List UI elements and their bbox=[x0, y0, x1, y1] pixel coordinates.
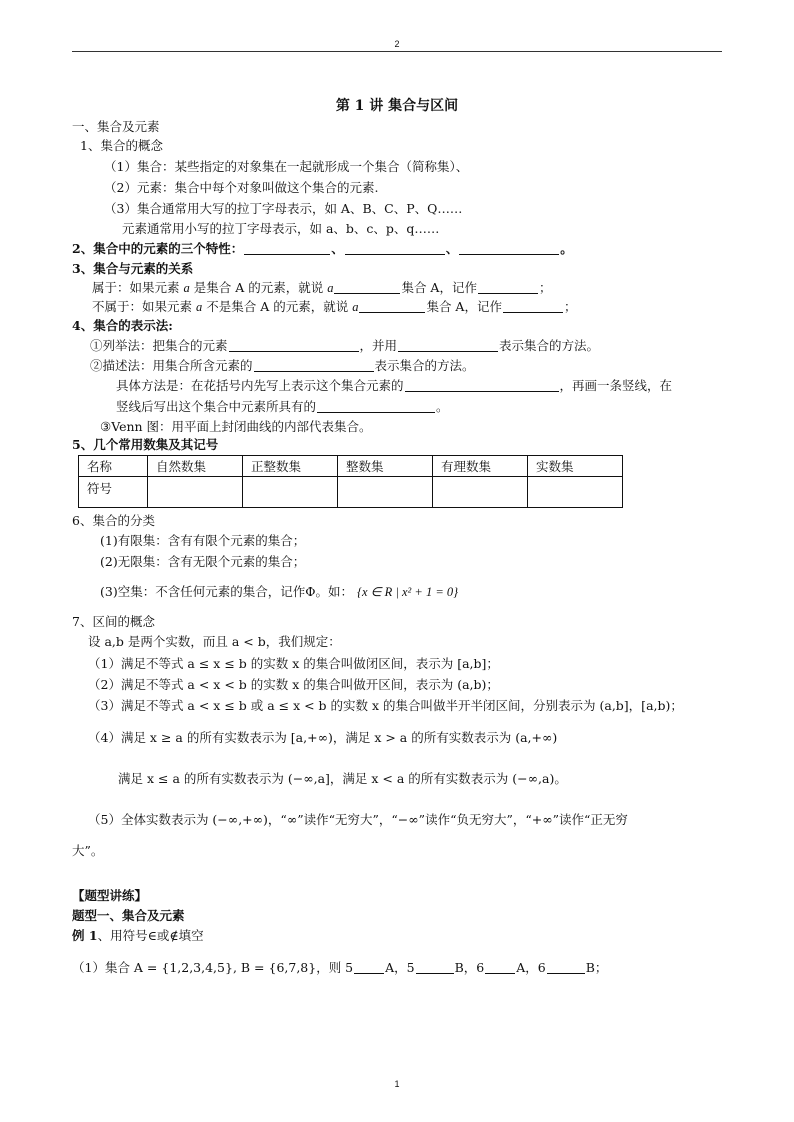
blank-list-2[interactable] bbox=[398, 339, 498, 352]
blank-belong-2[interactable] bbox=[478, 281, 538, 294]
header-rule bbox=[72, 51, 722, 52]
section-3-heading: 3、集合与元素的关系 bbox=[72, 261, 194, 276]
list-text-b: ，并用 bbox=[359, 338, 398, 353]
blank-q1-1[interactable] bbox=[354, 961, 384, 974]
blank-property-3[interactable] bbox=[459, 242, 559, 255]
table-cell[interactable] bbox=[243, 477, 338, 508]
separator: 、 bbox=[331, 241, 344, 256]
interval-item-4b: 满足 x ≤ a 的所有实数表示为 (−∞,a]，满足 x < a 的所有实数表示为 (−∞,a)。 bbox=[118, 771, 567, 786]
notbelong-line bbox=[92, 299, 576, 316]
desc-method-line bbox=[90, 358, 475, 374]
venn-line: ③Venn 图：用平面上封闭曲线的内部代表集合。 bbox=[100, 419, 372, 434]
belong-text-c: 集合 A，记作 bbox=[401, 280, 477, 295]
q1-text-b: A，5 bbox=[385, 960, 415, 975]
method-text-a: 具体方法是：在花括号内先写上表示这个集合元素的 bbox=[116, 378, 404, 393]
blank-method-2[interactable] bbox=[317, 400, 435, 413]
question-1-line bbox=[72, 960, 607, 976]
header-page-number: 2 bbox=[394, 39, 400, 49]
blank-list-1[interactable] bbox=[229, 339, 359, 352]
method-line-2 bbox=[116, 399, 449, 415]
blank-property-1[interactable] bbox=[244, 242, 330, 255]
table-cell: 有理数集 bbox=[433, 456, 528, 477]
table-row bbox=[79, 477, 623, 508]
table-cell: 符号 bbox=[79, 477, 148, 508]
table-cell: 实数集 bbox=[528, 456, 623, 477]
table-cell: 整数集 bbox=[338, 456, 433, 477]
belong-line bbox=[92, 280, 551, 297]
lecture-title: 第 1 讲 集合与区间 bbox=[335, 98, 459, 114]
empty-set-example: {x ∈ R | x² + 1 = 0} bbox=[356, 585, 459, 599]
blank-belong-1[interactable] bbox=[334, 281, 400, 294]
table-cell[interactable] bbox=[338, 477, 433, 508]
blank-method-1[interactable] bbox=[405, 379, 559, 392]
section-4-heading: 4、集合的表示法: bbox=[72, 318, 173, 333]
table-row bbox=[79, 456, 623, 477]
end-mark: 。 bbox=[560, 241, 573, 256]
example-1-line bbox=[72, 928, 204, 944]
practice-type-1: 题型一、集合及元素 bbox=[72, 908, 185, 923]
practice-heading: 【题型讲练】 bbox=[72, 888, 148, 903]
end-mark: ； bbox=[563, 299, 577, 314]
notbelong-text-c: 集合 A，记作 bbox=[426, 299, 502, 314]
var-a: a bbox=[352, 300, 359, 314]
number-sets-table bbox=[78, 455, 623, 508]
list-method-line bbox=[90, 338, 599, 354]
blank-q1-4[interactable] bbox=[547, 961, 585, 974]
list-text-a: ①列举法：把集合的元素 bbox=[90, 338, 228, 353]
section-2-line bbox=[72, 241, 573, 257]
q1-text-e: B； bbox=[585, 960, 608, 975]
interval-intro: 设 a,b 是两个实数，而且 a < b，我们规定： bbox=[88, 634, 341, 649]
table-cell[interactable] bbox=[433, 477, 528, 508]
table-cell: 自然数集 bbox=[148, 456, 243, 477]
infinite-set-line: (2)无限集：含有无限个元素的集合； bbox=[100, 554, 306, 569]
example-1-label: 例 1 bbox=[72, 928, 98, 943]
interval-item-5b: 大”。 bbox=[72, 843, 104, 858]
table-cell[interactable] bbox=[148, 477, 243, 508]
belong-text-b: 是集合 A 的元素，就说 bbox=[193, 280, 324, 295]
var-a: a bbox=[196, 300, 203, 314]
q1-text-c: B，6 bbox=[454, 960, 485, 975]
blank-q1-2[interactable] bbox=[416, 961, 454, 974]
finite-set-line: (1)有限集：含有有限个元素的集合； bbox=[100, 533, 306, 548]
blank-notbelong-2[interactable] bbox=[503, 300, 563, 313]
interval-item-4: （4）满足 x ≥ a 的所有实数表示为 [a,+∞)，满足 x > a 的所有实数表示为 (a,+∞) bbox=[88, 730, 558, 745]
section-2-text: 2、集合中的元素的三个特性： bbox=[72, 241, 244, 256]
example-1-text: 、用符号∈或∉填空 bbox=[97, 928, 204, 943]
concept-item-1: （1）集合：某些指定的对象集在一起就形成一个集合（简称集）、 bbox=[104, 159, 469, 174]
blank-notbelong-1[interactable] bbox=[359, 300, 425, 313]
interval-item-5: （5）全体实数表示为 (−∞,+∞)，“∞”读作“无穷大”，“−∞”读作“负无穷大”，“+∞”读作“正无穷 bbox=[88, 812, 628, 827]
q1-text-d: A，6 bbox=[516, 960, 546, 975]
interval-item-2: （2）满足不等式 a < x < b 的实数 x 的集合叫做开区间，表示为 (a,b)； bbox=[88, 677, 499, 692]
table-cell: 名称 bbox=[79, 456, 148, 477]
empty-set-line bbox=[100, 584, 458, 601]
section-5-heading: 5、几个常用数集及其记号 bbox=[72, 437, 219, 452]
list-text-c: 表示集合的方法。 bbox=[499, 338, 600, 353]
footer-page-number: 1 bbox=[394, 1079, 400, 1089]
var-a: a bbox=[327, 281, 334, 295]
method-text-b: ，再画一条竖线，在 bbox=[559, 378, 673, 393]
table-cell[interactable] bbox=[528, 477, 623, 508]
method-line-1 bbox=[116, 378, 672, 394]
belong-text-a: 属于：如果元素 bbox=[92, 280, 180, 295]
section-6-heading: 6、集合的分类 bbox=[72, 513, 155, 528]
end-mark: ； bbox=[538, 280, 552, 295]
separator: 、 bbox=[445, 241, 459, 256]
subsection-1-1: 1、集合的概念 bbox=[80, 138, 163, 153]
desc-text-b: 表示集合的方法。 bbox=[374, 358, 475, 373]
concept-item-2: （2）元素：集合中每个对象叫做这个集合的元素. bbox=[104, 180, 379, 195]
notbelong-text-a: 不属于：如果元素 bbox=[92, 299, 193, 314]
desc-text-a: ②描述法：用集合所含元素的 bbox=[90, 358, 253, 373]
var-a: a bbox=[183, 281, 190, 295]
section-7-heading: 7、区间的概念 bbox=[72, 614, 155, 629]
q1-text-a: （1）集合 A = {1,2,3,4,5}, B = {6,7,8}，则 5 bbox=[72, 960, 354, 975]
table-cell: 正整数集 bbox=[243, 456, 338, 477]
blank-desc-1[interactable] bbox=[254, 359, 374, 372]
blank-q1-3[interactable] bbox=[485, 961, 515, 974]
method2-text-b: 。 bbox=[436, 399, 449, 414]
notbelong-text-b: 不是集合 A 的元素，就说 bbox=[206, 299, 349, 314]
blank-property-2[interactable] bbox=[345, 242, 445, 255]
concept-item-3b: 元素通常用小写的拉丁字母表示，如 a、b、c、p、q…… bbox=[122, 221, 440, 236]
empty-set-text: (3)空集：不含任何元素的集合，记作Φ。如： bbox=[100, 584, 353, 599]
method2-text-a: 竖线后写出这个集合中元素所具有的 bbox=[116, 399, 317, 414]
section-1-heading: 一、集合及元素 bbox=[72, 119, 160, 134]
concept-item-3: （3）集合通常用大写的拉丁字母表示，如 A、B、C、P、Q…… bbox=[104, 201, 463, 216]
interval-item-1: （1）满足不等式 a ≤ x ≤ b 的实数 x 的集合叫做闭区间，表示为 [a,b]； bbox=[88, 656, 499, 671]
interval-item-3: （3）满足不等式 a < x ≤ b 或 a ≤ x < b 的实数 x 的集合叫做半开半闭区间，分别表示为 (a,b]，[a,b)； bbox=[88, 698, 683, 713]
